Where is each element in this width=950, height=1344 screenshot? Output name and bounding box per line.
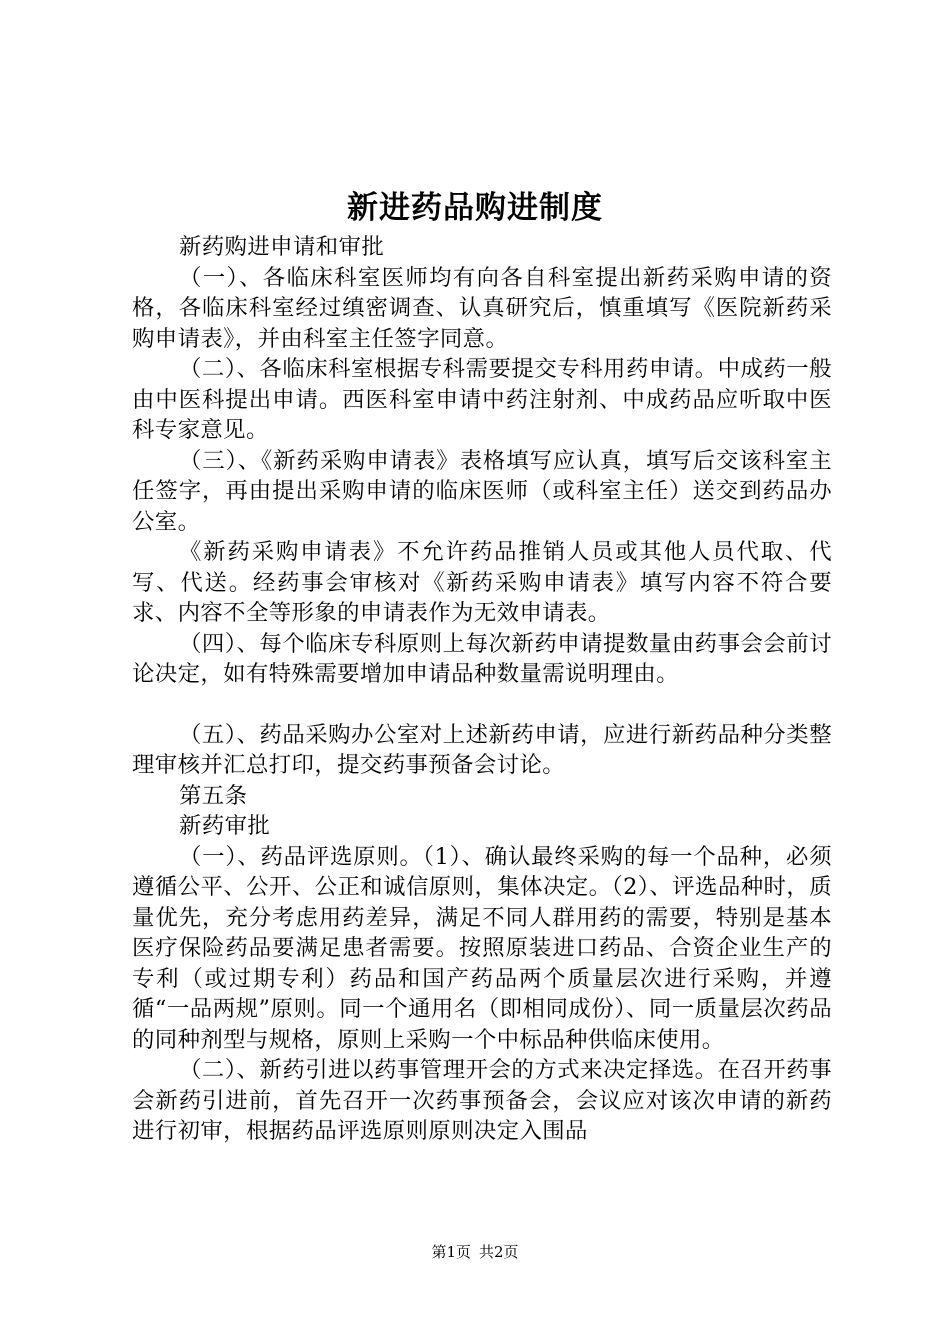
- paragraph: （三）、《新药采购申请表》表格填写应认真，填写后交该科室主任签字，再由提出采购申请的临床医师（或科室主任）送交到药品办公室。: [132, 447, 832, 535]
- paragraph: （二）、新药引进以药事管理开会的方式来决定择选。在召开药事会新药引进前，首先召开一次药事预备会，会议应对该次申请的新药进行初审，根据药品评选原则原则决定入围品: [132, 1057, 832, 1144]
- page-footer: [0, 1242, 950, 1262]
- section-heading: 新药购进申请和审批: [179, 234, 385, 260]
- document-body: [132, 232, 832, 1147]
- paragraph: 《新药采购申请表》不允许药品推销人员或其他人员代取、代写、代送。经药事会审核对《新药采购申请表》填写内容不符合要求、内容不全等形象的申请表作为无效申请表。: [132, 539, 832, 626]
- page-total: 共2页: [479, 1243, 519, 1261]
- section-heading: 新药审批: [179, 813, 271, 839]
- document-title: 新进药品购进制度: [347, 190, 603, 226]
- paragraph: （一）、药品评选原则。（1）、确认最终采购的每一个品种，必须遵循公平、公开、公正和诚信原则，集体决定。（2）、评选品种时，质量优先，充分考虑用药差异，满足不同人群用药的需要，特别是基本医疗保险药品要满足患者需要。按照原装进口药品、合资企业生产的专利（或过期专利）药品和国产药品两个质量层次进行采购，并遵循“一品两规”原则。同一个通用名（即相同成份）、同一质量层次药品的同种剂型与规格，原则上采购一个中标品种供临床使用。: [132, 843, 832, 1053]
- paragraph: （五）、药品采购办公室对上述新药申请，应进行新药品种分类整理审核并汇总打印，提交药事预备会讨论。: [132, 721, 832, 778]
- paragraph: （二）、各临床科室根据专科需要提交专科用药申请。中成药一般由中医科提出申请。西医科室申请中药注射剂、中成药品应听取中医科专家意见。: [132, 356, 832, 443]
- paragraph-spacer: [132, 690, 832, 720]
- paragraph: （一）、各临床科室医师均有向各自科室提出新药采购申请的资格，各临床科室经过缜密调查、认真研究后，慎重填写《医院新药采购申请表》，并由科室主任签字同意。: [132, 264, 832, 352]
- page-number: 第1页: [431, 1243, 471, 1261]
- paragraph: （四）、每个临床专科原则上每次新药申请提数量由药事会会前讨论决定，如有特殊需要增加申请品种数量需说明理由。: [132, 630, 832, 687]
- article-number: 第五条: [179, 782, 248, 809]
